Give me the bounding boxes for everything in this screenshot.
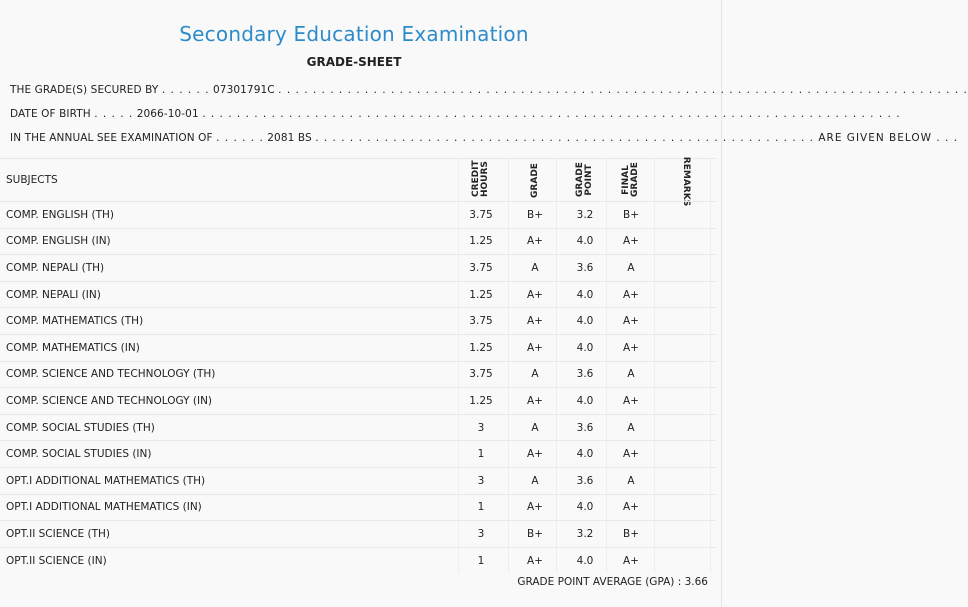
symbol-number: 07301791C <box>213 84 275 96</box>
grade-cell: A <box>531 368 539 381</box>
final-grade-cell: A+ <box>623 554 639 567</box>
grade-point-cell: 3.6 <box>576 261 594 274</box>
remarks-cell <box>656 229 716 255</box>
credit-hours-cell: 1 <box>477 554 485 567</box>
subject-cell: COMP. SCIENCE AND TECHNOLOGY (TH) <box>6 368 216 381</box>
credit-hours-cell: 3.75 <box>469 208 493 221</box>
credit-hours-cell: 1.25 <box>469 394 493 407</box>
subject-cell: OPT.I ADDITIONAL MATHEMATICS (IN) <box>6 501 202 514</box>
grade-point-cell: 4.0 <box>576 288 594 301</box>
grade-cell: A+ <box>527 394 543 407</box>
table-row <box>0 334 716 361</box>
grade-cell: A+ <box>527 554 543 567</box>
header-final-grade-cell <box>608 159 654 201</box>
credit-hours-cell: 1.25 <box>469 235 493 248</box>
subject-cell: COMP. ENGLISH (IN) <box>6 235 111 248</box>
subject-cell: COMP. NEPALI (TH) <box>6 261 105 274</box>
table-row <box>0 254 716 281</box>
header-remarks: REMARKS <box>681 156 692 207</box>
remarks-cell <box>656 388 716 414</box>
grade-cell: A+ <box>527 315 543 328</box>
final-grade-cell: A+ <box>623 448 639 461</box>
subject-cell: COMP. MATHEMATICS (IN) <box>6 341 140 354</box>
info-dots: . . . . . . . . . . . . . . . . . . . . . . . . . . . . . . . . . . . . . . . . . . . . . . . . . . . . . . . . . . . . . . . . . . . . . . . . . . . . . . . . <box>278 84 968 96</box>
grade-point-cell: 4.0 <box>576 394 594 407</box>
subject-cell: OPT.I ADDITIONAL MATHEMATICS (TH) <box>6 474 206 487</box>
subject-cell: COMP. SCIENCE AND TECHNOLOGY (IN) <box>6 394 213 407</box>
header-grade-cell <box>512 159 558 201</box>
table-row <box>0 201 716 228</box>
grade-point-cell: 3.2 <box>576 208 594 221</box>
credit-hours-cell: 1 <box>477 501 485 514</box>
remarks-cell <box>656 468 716 494</box>
exam-year: 2081 BS <box>267 132 312 144</box>
page-title: Secondary Education Examination <box>179 22 529 46</box>
table-header <box>0 156 716 207</box>
info-label: THE GRADE(S) SECURED BY <box>10 84 159 96</box>
grade-point-cell: 4.0 <box>576 341 594 354</box>
remarks-cell <box>656 495 716 521</box>
grade-cell: A+ <box>527 288 543 301</box>
remarks-cell <box>656 362 716 388</box>
info-dots: . . . . . . <box>161 84 210 96</box>
gpa-label: GRADE POINT AVERAGE (GPA) : <box>517 576 682 588</box>
grade-table <box>0 158 716 573</box>
remarks-cell <box>656 415 716 441</box>
grade-point-cell: 4.0 <box>576 448 594 461</box>
column-divider <box>654 158 655 573</box>
final-grade-cell: A+ <box>623 315 639 328</box>
info-line-symbol <box>10 84 968 96</box>
remarks-cell <box>656 202 716 228</box>
info-line-dob <box>10 108 901 120</box>
final-grade-cell: A <box>627 368 635 381</box>
page-subtitle: GRADE-SHEET <box>306 55 402 69</box>
header-credit-hours: CREDIT HOURS <box>471 160 490 197</box>
table-row <box>0 361 716 388</box>
table-row <box>0 307 716 334</box>
grade-point-cell: 3.6 <box>576 368 594 381</box>
grade-cell: A <box>531 261 539 274</box>
credit-hours-cell: 3 <box>477 421 485 434</box>
grade-point-cell: 3.2 <box>576 527 594 540</box>
grade-point-cell: 4.0 <box>576 315 594 328</box>
subject-cell: COMP. ENGLISH (TH) <box>6 208 114 221</box>
remarks-cell <box>656 335 716 361</box>
table-row <box>0 440 716 467</box>
grade-cell: A+ <box>527 341 543 354</box>
column-divider <box>458 158 459 573</box>
info-label: IN THE ANNUAL SEE EXAMINATION OF <box>10 132 213 144</box>
subject-cell: COMP. NEPALI (IN) <box>6 288 101 301</box>
table-row <box>0 414 716 441</box>
header-credit-hours-cell <box>460 159 502 201</box>
grade-point-cell: 4.0 <box>576 235 594 248</box>
credit-hours-cell: 3.75 <box>469 261 493 274</box>
final-grade-cell: A+ <box>623 341 639 354</box>
grade-point-cell: 4.0 <box>576 501 594 514</box>
remarks-cell <box>656 441 716 467</box>
table-row <box>0 228 716 255</box>
info-dots: . . . . . <box>94 108 134 120</box>
header-subjects: SUBJECTS <box>6 174 58 186</box>
final-grade-cell: A <box>627 421 635 434</box>
credit-hours-cell: 1.25 <box>469 288 493 301</box>
column-divider <box>606 158 607 573</box>
credit-hours-cell: 3.75 <box>469 315 493 328</box>
final-grade-cell: A <box>627 261 635 274</box>
final-grade-cell: A+ <box>623 394 639 407</box>
grade-point-cell: 4.0 <box>576 554 594 567</box>
credit-hours-cell: 3 <box>477 474 485 487</box>
grade-point-cell: 3.6 <box>576 421 594 434</box>
final-grade-cell: A+ <box>623 288 639 301</box>
grade-cell: B+ <box>526 527 543 540</box>
credit-hours-cell: 1.25 <box>469 341 493 354</box>
subject-cell: COMP. SOCIAL STUDIES (IN) <box>6 448 152 461</box>
info-dots: . . . . . . <box>216 132 264 144</box>
credit-hours-cell: 3 <box>477 527 485 540</box>
final-grade-cell: A+ <box>623 501 639 514</box>
table-row <box>0 547 716 574</box>
subject-cell: COMP. SOCIAL STUDIES (TH) <box>6 421 155 434</box>
final-grade-cell: A <box>627 474 635 487</box>
grade-cell: A+ <box>527 501 543 514</box>
header-grade-point-cell <box>562 159 608 201</box>
credit-hours-cell: 1 <box>477 448 485 461</box>
table-row <box>0 281 716 308</box>
table-row <box>0 387 716 414</box>
remarks-cell <box>656 255 716 281</box>
table-row <box>0 467 716 494</box>
table-body <box>0 201 716 573</box>
grade-cell: B+ <box>526 208 543 221</box>
grade-cell: A <box>531 421 539 434</box>
final-grade-cell: A+ <box>623 235 639 248</box>
credit-hours-cell: 3.75 <box>469 368 493 381</box>
final-grade-cell: B+ <box>622 208 639 221</box>
grade-cell: A <box>531 474 539 487</box>
grade-point-cell: 3.6 <box>576 474 594 487</box>
subject-cell: OPT.II SCIENCE (IN) <box>6 554 107 567</box>
remarks-cell <box>656 308 716 334</box>
gpa-summary <box>517 576 708 588</box>
grade-cell: A+ <box>527 448 543 461</box>
subject-cell: COMP. MATHEMATICS (TH) <box>6 315 144 328</box>
info-line-exam <box>10 132 958 144</box>
gpa-value: 3.66 <box>684 576 708 588</box>
subject-cell: OPT.II SCIENCE (TH) <box>6 527 111 540</box>
column-divider <box>710 158 711 573</box>
header-final-grade: FINAL GRADE <box>621 162 640 197</box>
remarks-cell <box>656 282 716 308</box>
info-dots: . . . . . . . . . . . . . . . . . . . . . . . . . . . . . . . . . . . . . . . . . . . . . . . . . . . . . . . . . . . . . . . . . . . . . . . . . . . . . . . . . <box>202 108 901 120</box>
column-divider <box>556 158 557 573</box>
table-row <box>0 520 716 547</box>
table-row <box>0 494 716 521</box>
header-remarks-cell <box>656 156 716 207</box>
grade-cell: A+ <box>527 235 543 248</box>
date-of-birth: 2066-10-01 <box>136 108 199 120</box>
remarks-cell <box>656 521 716 547</box>
header-grade: GRADE <box>529 162 540 198</box>
final-grade-cell: B+ <box>622 527 639 540</box>
info-dots: . . . . . . . . . . . . . . . . . . . . . . . . . . . . . . . . . . . . . . . . . . . . . . . . . . . . . . . . . . ARE GIVEN BELOW . . . <box>315 132 959 144</box>
remarks-cell <box>656 548 716 574</box>
header-grade-point: GRADE POINT <box>575 162 594 197</box>
info-label: DATE OF BIRTH <box>10 108 91 120</box>
column-divider <box>508 158 509 573</box>
